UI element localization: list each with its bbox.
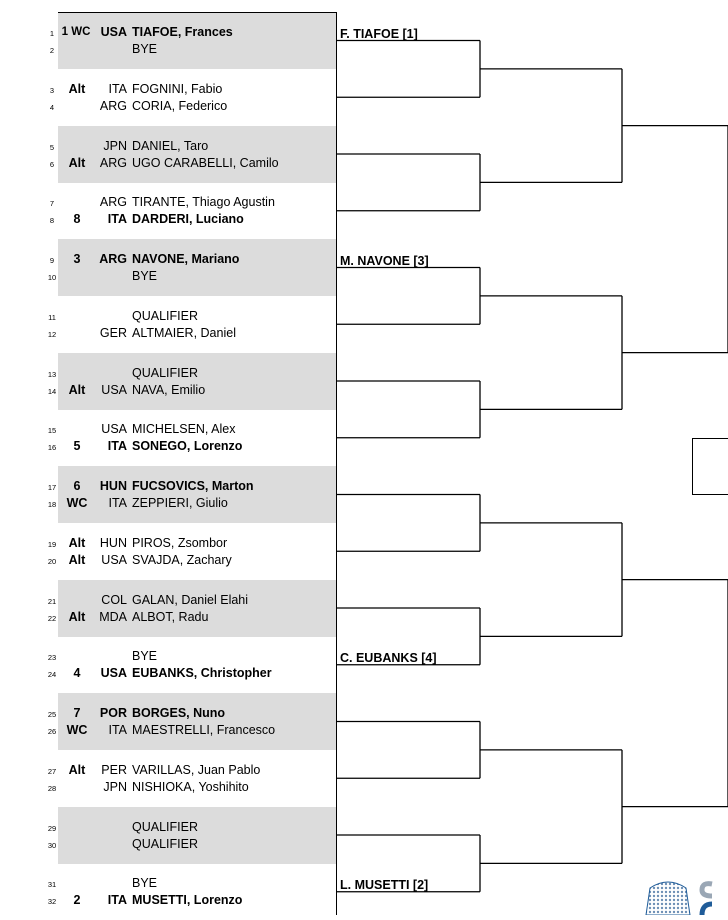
player-name: SONEGO, Lorenzo <box>132 439 243 454</box>
country-code: ARG <box>99 98 127 113</box>
country-code: ITA <box>108 496 127 510</box>
player-name: MAESTRELLI, Francesco <box>132 723 276 737</box>
country-code: JPN <box>103 138 127 153</box>
draw-position: 11 <box>48 312 56 322</box>
player-name: MICHELSEN, Alex <box>132 422 236 437</box>
country-code: USA <box>100 666 127 681</box>
country-code: PER <box>101 762 127 777</box>
player-name: QUALIFIER <box>132 308 198 323</box>
country-code: ITA <box>107 439 127 454</box>
draw-position: 1 <box>49 29 55 38</box>
seed-entry: Alt <box>68 155 86 170</box>
second-round-winner: F. TIAFOE [1] <box>340 26 418 41</box>
seed-entry: Alt <box>68 762 86 777</box>
player-name: TIRANTE, Thiago Agustin <box>132 195 275 210</box>
draw-position: 6 <box>49 159 55 169</box>
player-name: SVAJDA, Zachary <box>132 552 232 567</box>
draw-position: 31 <box>47 880 57 890</box>
country-code: ARG <box>99 195 127 210</box>
draw-position: 26 <box>47 727 57 736</box>
country-code: HUN <box>99 479 127 493</box>
country-code: ARG <box>99 155 127 170</box>
draw-position: 5 <box>49 142 55 152</box>
country-code: ITA <box>107 212 127 227</box>
player-name: FUCSOVICS, Marton <box>132 479 254 493</box>
seed-entry: WC <box>66 496 88 510</box>
draw-position: 29 <box>47 823 57 833</box>
seed-entry: Alt <box>68 552 86 567</box>
seed-entry: 2 <box>73 893 81 908</box>
draw-position: 7 <box>49 199 55 209</box>
draw-position: 12 <box>47 329 57 339</box>
seed-entry: Alt <box>68 382 86 397</box>
player-name: MUSETTI, Lorenzo <box>132 893 243 908</box>
seed-entry: Alt <box>68 81 86 96</box>
seed-entry: Alt <box>68 535 86 550</box>
country-code: ITA <box>107 893 127 908</box>
country-code: GER <box>99 325 127 340</box>
draw-position: 18 <box>47 500 57 509</box>
draw-position: 19 <box>47 539 57 549</box>
country-code: ITA <box>108 723 127 737</box>
player-name: ALBOT, Radu <box>132 609 209 624</box>
draw-position: 13 <box>47 369 57 379</box>
player-name: PIROS, Zsombor <box>132 535 228 550</box>
draw-position: 8 <box>49 216 55 226</box>
second-round-winner: C. EUBANKS [4] <box>340 650 437 665</box>
country-code: ARG <box>99 252 127 266</box>
player-name: ALTMAIER, Daniel <box>132 325 236 340</box>
player-name: UGO CARABELLI, Camilo <box>132 155 279 170</box>
seed-entry: 5 <box>73 439 81 454</box>
player-name: BYE <box>132 649 158 664</box>
draw-position: 3 <box>49 85 55 95</box>
player-name: BYE <box>132 269 158 283</box>
country-code: POR <box>99 706 127 720</box>
player-name: DANIEL, Taro <box>132 138 209 153</box>
country-code: MDA <box>99 609 127 624</box>
country-code: USA <box>101 382 127 397</box>
player-name: VARILLAS, Juan Pablo <box>132 762 261 777</box>
draw-position: 10 <box>47 273 57 282</box>
player-name: BYE <box>132 876 158 891</box>
seed-entry: 8 <box>73 212 81 227</box>
draw-position: 14 <box>47 386 57 396</box>
draw-position: 30 <box>47 840 57 850</box>
player-name: NISHIOKA, Yoshihito <box>132 779 249 794</box>
country-code: USA <box>101 552 127 567</box>
draw-position: 9 <box>49 256 55 265</box>
draw-position: 4 <box>49 102 55 112</box>
country-code: JPN <box>103 779 127 794</box>
player-name: FOGNINI, Fabio <box>132 81 223 96</box>
second-round-winner: L. MUSETTI [2] <box>340 877 429 892</box>
country-code: COL <box>101 592 127 607</box>
country-code: USA <box>100 25 127 39</box>
draw-position: 32 <box>47 897 57 907</box>
seed-entry: 1 WC <box>61 26 91 38</box>
player-name: QUALIFIER <box>132 836 198 851</box>
tournament-logo-icon <box>640 874 728 915</box>
country-code: USA <box>101 422 127 437</box>
draw-position: 16 <box>47 443 57 453</box>
draw-position: 28 <box>47 783 57 793</box>
player-name: NAVONE, Mariano <box>132 252 240 266</box>
draw-position: 2 <box>49 46 55 55</box>
country-code: HUN <box>99 535 127 550</box>
player-name: NAVA, Emilio <box>132 382 206 397</box>
player-name: BYE <box>132 42 158 56</box>
draw-position: 17 <box>47 483 57 492</box>
draw-position: 27 <box>47 766 57 776</box>
seed-entry: 6 <box>73 479 81 493</box>
draw-position: 23 <box>47 653 57 663</box>
second-round-winner: M. NAVONE [3] <box>340 253 429 268</box>
player-name: ZEPPIERI, Giulio <box>132 496 228 510</box>
draw-position: 20 <box>47 556 57 566</box>
player-name: DARDERI, Luciano <box>132 212 244 227</box>
player-name: CORIA, Federico <box>132 98 228 113</box>
seed-entry: Alt <box>68 609 86 624</box>
player-name: QUALIFIER <box>132 819 198 834</box>
draw-position: 22 <box>47 613 57 623</box>
country-code: ITA <box>108 81 127 96</box>
draw-position: 25 <box>47 710 57 719</box>
player-name: GALAN, Daniel Elahi <box>132 592 249 607</box>
draw-position: 24 <box>47 670 57 680</box>
seed-entry: WC <box>66 723 88 737</box>
player-name: EUBANKS, Christopher <box>132 666 272 681</box>
player-name: TIAFOE, Frances <box>132 25 233 39</box>
seed-entry: 4 <box>73 666 81 681</box>
seed-entry: 7 <box>73 706 81 720</box>
draw-position: 15 <box>47 426 57 436</box>
draw-position: 21 <box>47 596 57 606</box>
final-box <box>692 438 728 495</box>
player-name: BORGES, Nuno <box>132 706 226 720</box>
seed-entry: 3 <box>73 252 81 266</box>
player-name: QUALIFIER <box>132 365 198 380</box>
